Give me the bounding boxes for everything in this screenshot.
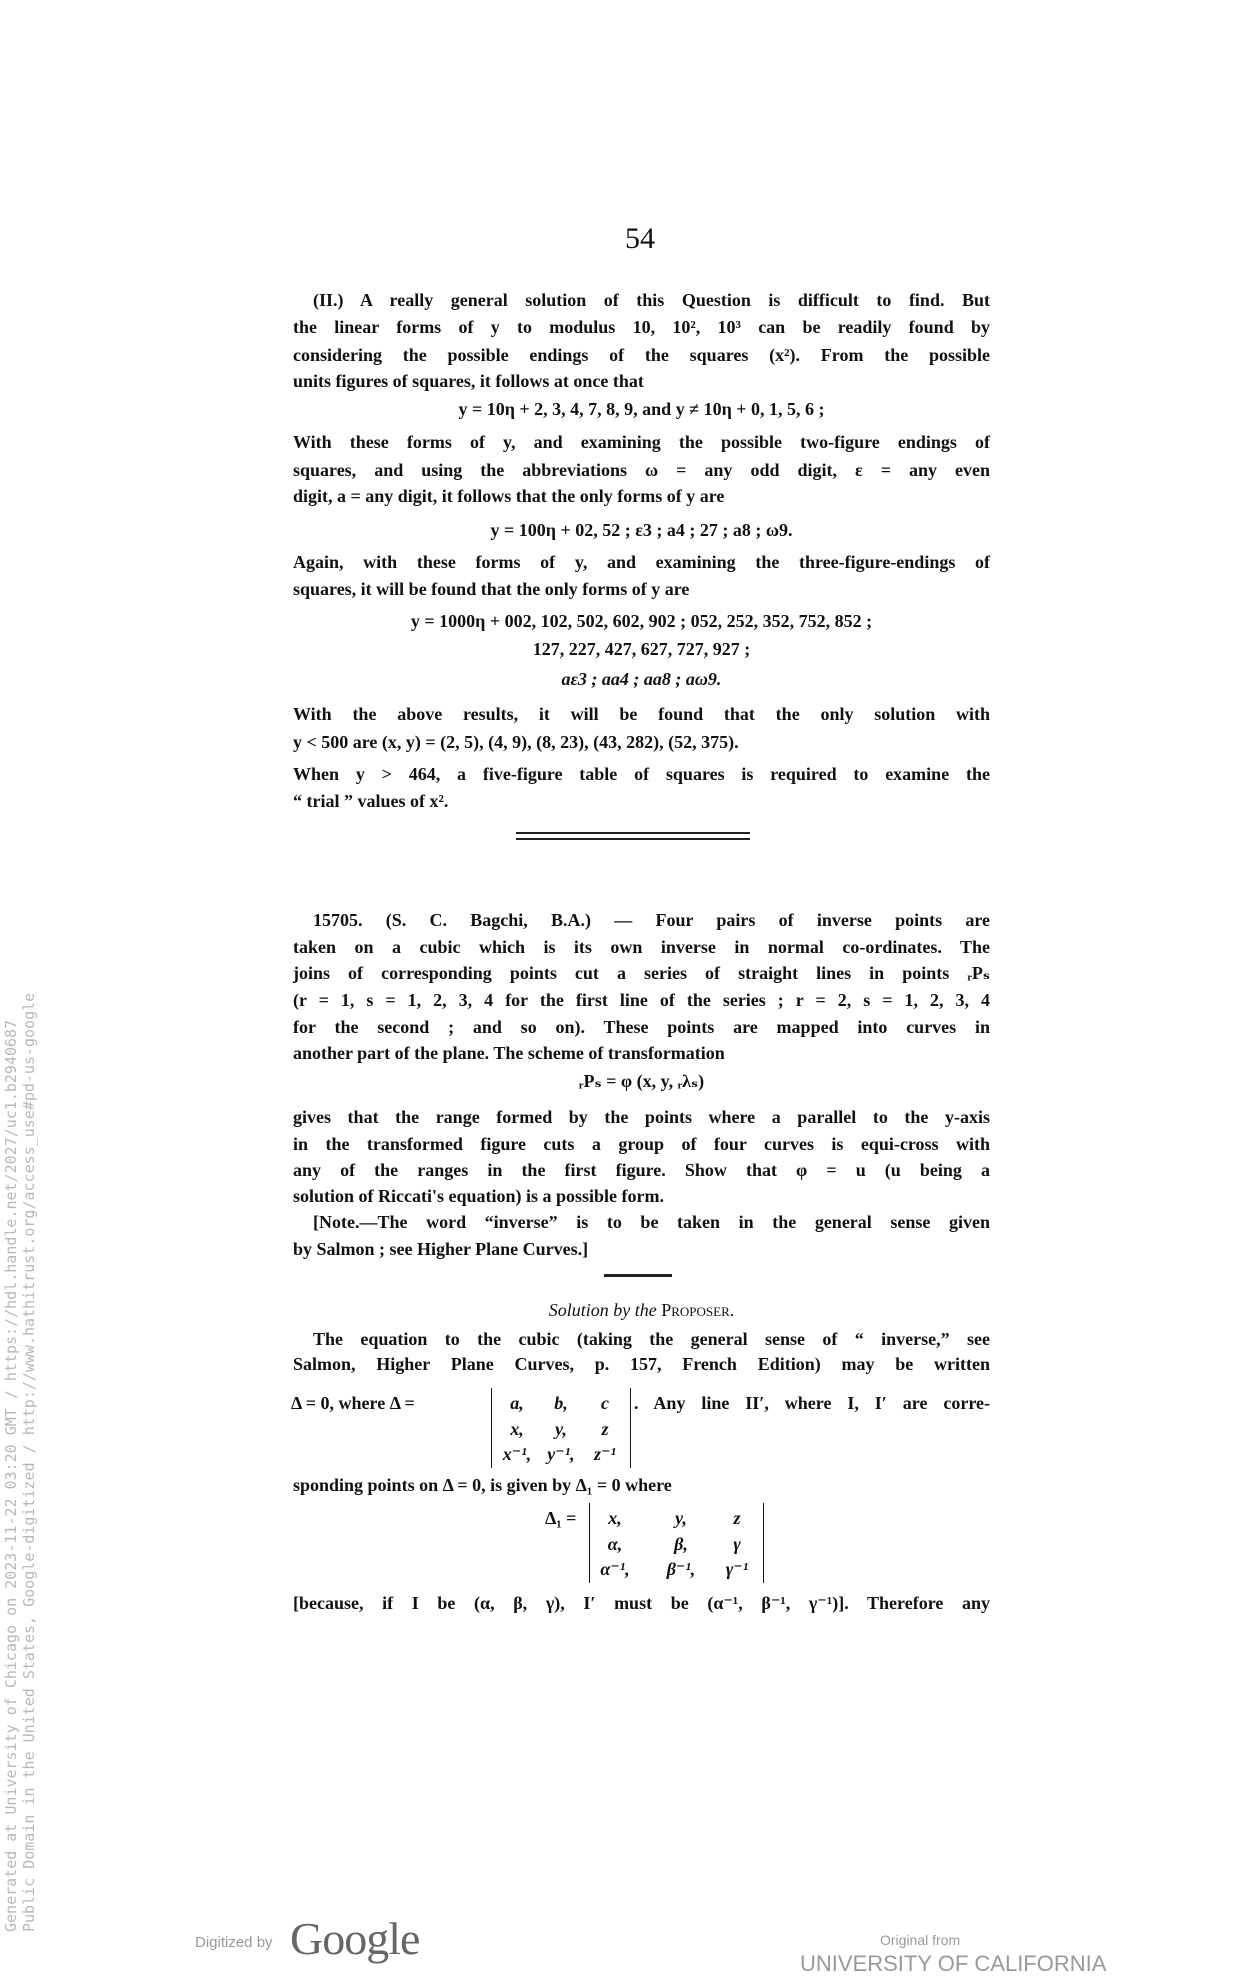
equation: y = 1000η + 002, 102, 502, 602, 902 ; 052, 252, 352, 752, 852 ; (410, 611, 873, 631)
det-cell: z (601, 1419, 609, 1439)
text-line: squares, it will be found that the only forms of y are (293, 579, 690, 599)
solution-line: Salmon, Higher Plane Curves, p. 157, French Edition) may be written (293, 1354, 990, 1374)
determinant-suffix: . Any line II′, where I, I′ are corre- (634, 1393, 990, 1413)
question-line: gives that the range formed by the points where a parallel to the y-axis (293, 1107, 990, 1127)
det-cell: x, (608, 1508, 622, 1528)
det-cell: y⁻¹, (547, 1444, 575, 1464)
det-cell: β⁻¹, (666, 1559, 696, 1579)
digitized-by-label: Digitized by (195, 1934, 273, 1951)
det-cell: γ (733, 1534, 741, 1554)
equation: ᵣPₛ = φ (x, y, ᵣλₛ) (578, 1071, 705, 1091)
text-line: considering the possible endings of the squares (x²). From the possible (293, 345, 990, 365)
text-line: When y > 464, a five-figure table of squares is required to examine the (293, 764, 990, 784)
solution-line: [because, if I be (α, β, γ), I′ must be (α⁻¹, β⁻¹, γ⁻¹)]. Therefore any (293, 1593, 990, 1613)
question-line: joins of corresponding points cut a series of straight lines in points ᵣPₛ (293, 963, 990, 983)
question-line: in the transformed figure cuts a group of four curves is equi-cross with (293, 1134, 990, 1154)
equation: y = 10η + 2, 3, 4, 7, 8, 9, and y ≠ 10η + 0, 1, 5, 6 ; (458, 399, 825, 419)
det-cell: y, (555, 1419, 567, 1439)
det-cell: α⁻¹, (600, 1559, 630, 1579)
solution-line: sponding points on Δ = 0, is given by Δ₁ = 0 where (293, 1475, 672, 1495)
text-line: units figures of squares, it follows at once that (293, 371, 644, 391)
watermark-line: Generated at University of Chicago on 2023-11-22 03:20 GMT / https://hdl.handle.net/2027/uc1.b2940687 (2, 1019, 20, 1932)
page-number: 54 (625, 222, 655, 255)
question-line: another part of the plane. The scheme of transformation (293, 1043, 725, 1063)
det-cell: b, (554, 1393, 568, 1413)
det-cell: β, (674, 1534, 688, 1554)
det-cell: x, (510, 1419, 524, 1439)
question-line: solution of Riccati's equation) is a possible form. (293, 1186, 665, 1206)
question-line: taken on a cubic which is its own inverse in normal co-ordinates. The (293, 937, 990, 957)
text-line: “ trial ” values of x². (293, 791, 449, 811)
text-line: digit, a = any digit, it follows that the only forms of y are (293, 486, 725, 506)
det-cell: z⁻¹ (594, 1444, 616, 1464)
question-line: any of the ranges in the first figure. Show that φ = u (u being a (293, 1160, 990, 1180)
determinant-prefix: Δ₁ = (545, 1508, 577, 1528)
equation: aε3 ; aa4 ; aa8 ; aω9. (561, 669, 722, 689)
note-line: [Note.—The word “inverse” is to be taken in the general sense given (313, 1212, 990, 1232)
text-line: squares, and using the abbreviations ω = any odd digit, ε = any even (293, 460, 990, 480)
text-line: With these forms of y, and examining the possible two-figure endings of (293, 432, 990, 452)
det-cell: c (601, 1393, 609, 1413)
short-divider (604, 1274, 672, 1277)
determinant-prefix: Δ = 0, where Δ = (291, 1393, 415, 1413)
det-cell: α, (607, 1534, 623, 1554)
text-line: With the above results, it will be found that the only solution with (293, 704, 990, 724)
det-cell: γ⁻¹ (725, 1559, 749, 1579)
institution-label: UNIVERSITY OF CALIFORNIA (800, 1951, 1107, 1976)
solution-heading (293, 1297, 990, 1323)
watermark-line: Public Domain in the United States, Google-digitized / http://www.hathitrust.org/access_use#pd-us-google (20, 992, 38, 1932)
google-logo: Google (290, 1913, 420, 1964)
det-cell: x⁻¹, (502, 1444, 532, 1464)
access-watermark (2, 957, 38, 1932)
section-divider (516, 832, 750, 834)
text-line: the linear forms of y to modulus 10, 10², 10³ can be readily found by (293, 317, 990, 337)
solution-line: The equation to the cubic (taking the general sense of “ inverse,” see (313, 1329, 990, 1349)
equation: y = 100η + 02, 52 ; ε3 ; a4 ; 27 ; a8 ; ω9. (490, 520, 793, 540)
question-line: for the second ; and so on). These points are mapped into curves in (293, 1017, 990, 1037)
question-line: 15705. (S. C. Bagchi, B.A.) — Four pairs of inverse points are (313, 910, 990, 930)
solution-heading-italic: Solution by the (548, 1300, 657, 1320)
det-cell: a, (510, 1393, 524, 1413)
section-divider (516, 838, 750, 840)
det-cell: y, (675, 1508, 687, 1528)
text-line: Again, with these forms of y, and examining the three-figure-endings of (293, 552, 990, 572)
equation: 127, 227, 427, 627, 727, 927 ; (532, 639, 751, 659)
note-line: by Salmon ; see Higher Plane Curves.] (293, 1239, 589, 1259)
text-line: (II.) A really general solution of this Question is difficult to find. But (313, 290, 990, 310)
question-line: (r = 1, s = 1, 2, 3, 4 for the first line of the series ; r = 2, s = 1, 2, 3, 4 (293, 990, 990, 1010)
det-cell: z (733, 1508, 741, 1528)
original-from-label: Original from (880, 1932, 961, 1948)
solution-heading-proposer: Proposer. (661, 1300, 735, 1320)
determinant-delta-1 (589, 1503, 764, 1583)
text-line: y < 500 are (x, y) = (2, 5), (4, 9), (8, 23), (43, 282), (52, 375). (293, 732, 739, 752)
determinant-delta (491, 1388, 631, 1468)
